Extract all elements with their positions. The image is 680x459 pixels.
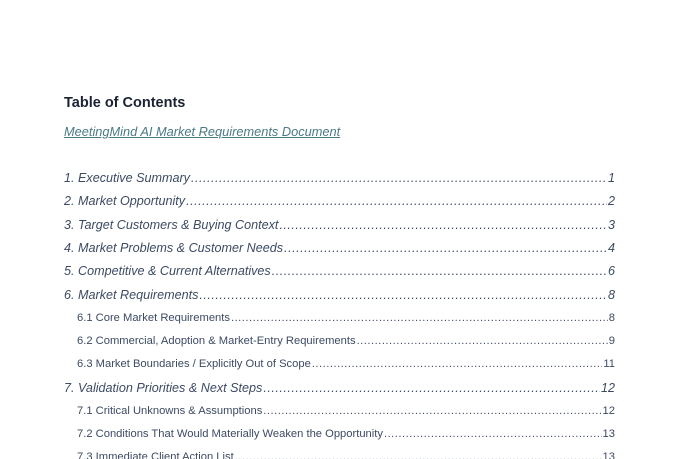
dot-leader: [284, 241, 607, 255]
toc-entry-page: 3: [607, 218, 615, 232]
toc-entry-title: 3. Target Customers & Buying Context: [64, 218, 279, 232]
toc-entry-page: 13: [602, 428, 615, 440]
toc-entry-client-action-list[interactable]: [77, 451, 615, 459]
toc-entry-title: 6.2 Commercial, Adoption & Market-Entry Requirements: [77, 335, 356, 347]
toc-entry-page: 9: [608, 335, 615, 347]
toc-entry-page: 4: [607, 241, 615, 255]
dot-leader: [186, 194, 607, 208]
dot-leader: [263, 405, 601, 417]
toc-entry-title: 6.3 Market Boundaries / Explicitly Out of Scope: [77, 358, 311, 370]
toc-entry-title: 7.1 Critical Unknowns & Assumptions: [77, 405, 263, 417]
toc-entry-title: 6.1 Core Market Requirements: [77, 312, 230, 324]
toc-entry-weakening-conditions[interactable]: [77, 428, 615, 440]
toc-entry-title: 7. Validation Priorities & Next Steps: [64, 381, 263, 395]
toc-entry-market-boundaries[interactable]: [77, 358, 615, 370]
toc-entry-market-problems[interactable]: [64, 241, 615, 255]
toc-entry-market-opportunity[interactable]: [64, 194, 615, 208]
dot-leader: [384, 428, 602, 440]
toc-entry-validation-priorities[interactable]: [64, 381, 615, 395]
dot-leader: [357, 335, 608, 347]
dot-leader: [199, 288, 607, 302]
dot-leader: [263, 381, 600, 395]
dot-leader: [235, 451, 602, 459]
toc-entry-page: 12: [600, 381, 615, 395]
toc-entry-page: 1: [607, 171, 615, 185]
dot-leader: [279, 218, 607, 232]
dot-leader: [231, 312, 608, 324]
toc-heading: Table of Contents: [64, 95, 186, 111]
dot-leader: [272, 264, 607, 278]
toc-entry-page: 6: [607, 264, 615, 278]
toc-entry-title: 7.2 Conditions That Would Materially Weaken the Opportunity: [77, 428, 383, 440]
toc-entry-critical-unknowns[interactable]: [77, 405, 615, 417]
toc-entry-page: 8: [607, 288, 615, 302]
toc-entry-commercial-requirements[interactable]: [77, 335, 615, 347]
toc-entry-title: 4. Market Problems & Customer Needs: [64, 241, 284, 255]
toc-entry-title: 7.3 Immediate Client Action List: [77, 451, 234, 459]
dot-leader: [312, 358, 603, 370]
document-title-link[interactable]: MeetingMind AI Market Requirements Document: [64, 124, 341, 139]
toc-entry-executive-summary[interactable]: [64, 171, 615, 185]
toc-entry-title: 6. Market Requirements: [64, 288, 199, 302]
toc-entry-title: 1. Executive Summary: [64, 171, 190, 185]
toc-entry-market-requirements[interactable]: [64, 288, 615, 302]
toc-entry-target-customers[interactable]: [64, 218, 615, 232]
toc-entry-page: 13: [602, 451, 615, 459]
toc-entry-page: 2: [607, 194, 615, 208]
toc-entry-page: 11: [603, 358, 615, 370]
toc-entry-competitive-alternatives[interactable]: [64, 264, 615, 278]
toc-entry-core-market-requirements[interactable]: [77, 312, 615, 324]
toc-entry-page: 12: [602, 405, 615, 417]
dot-leader: [191, 171, 607, 185]
toc-entry-title: 5. Competitive & Current Alternatives: [64, 264, 271, 278]
toc-entry-title: 2. Market Opportunity: [64, 194, 186, 208]
toc-entry-page: 8: [608, 312, 615, 324]
